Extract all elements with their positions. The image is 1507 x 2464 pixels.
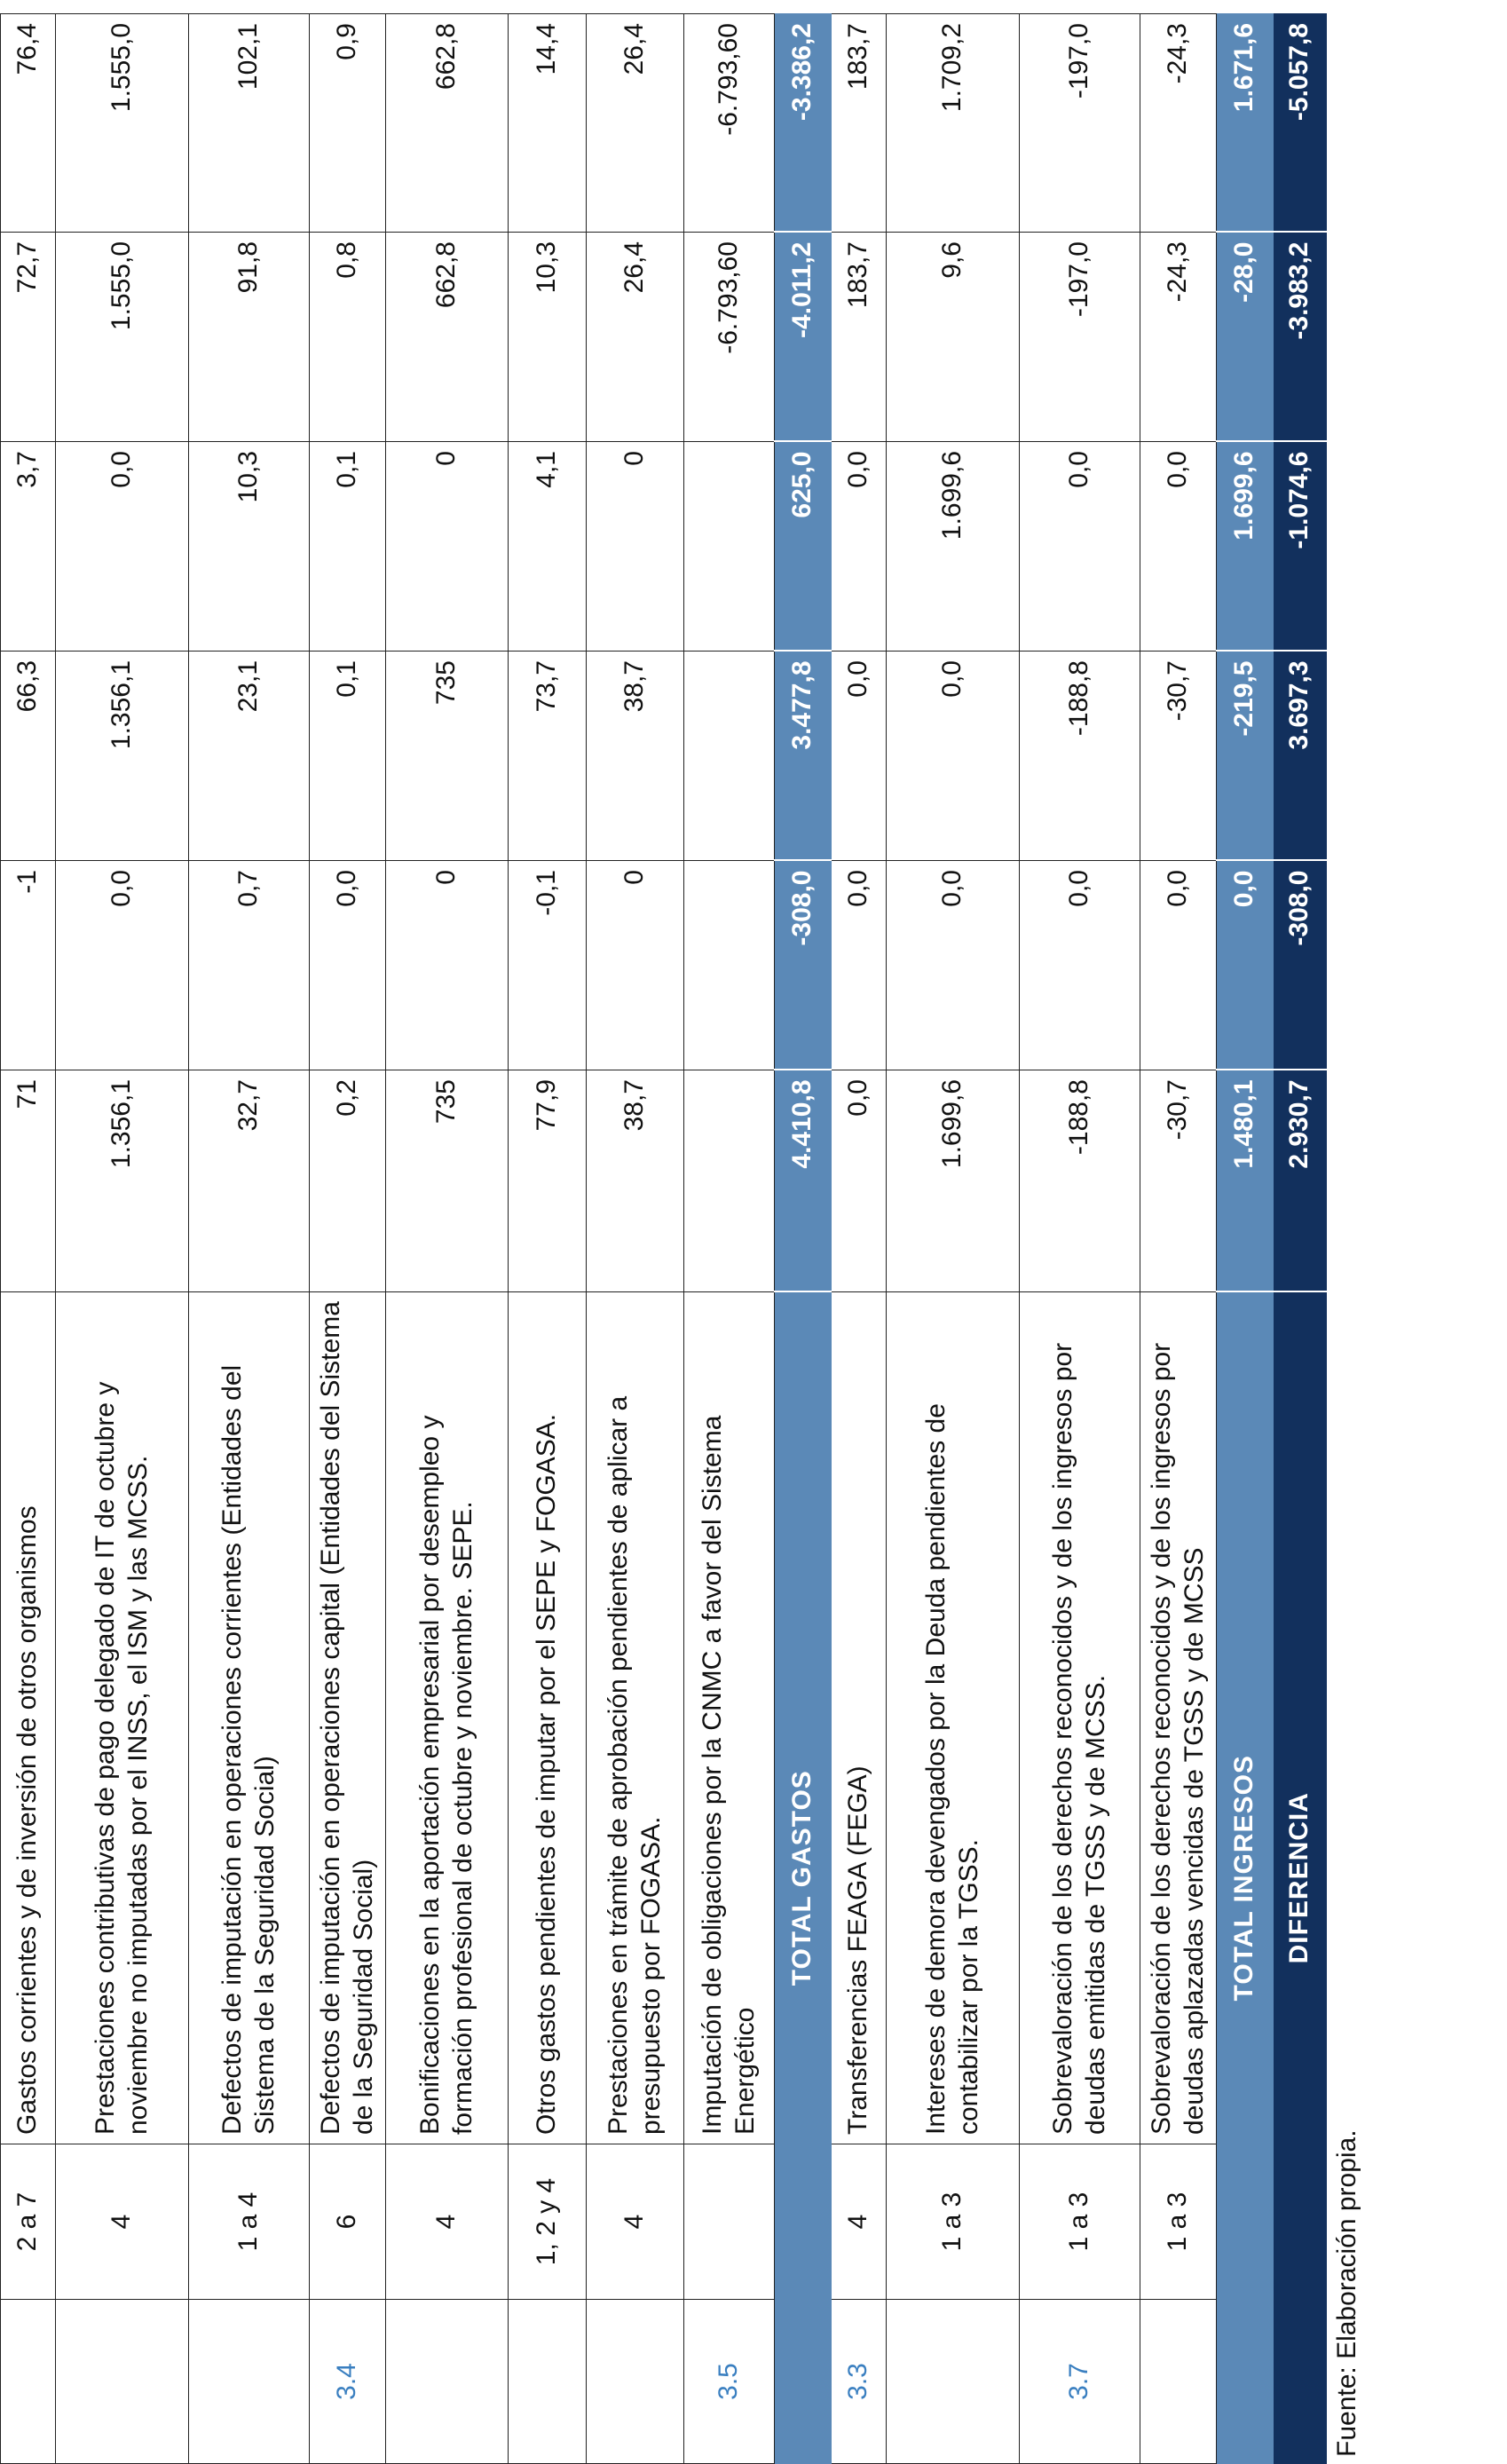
table-row bbox=[1217, 14, 1274, 2464]
value-cell: 4.410,8 bbox=[775, 1070, 832, 1292]
value-cell: 0,0 bbox=[1140, 861, 1217, 1070]
value-cell: 735 bbox=[386, 1070, 509, 1292]
value-cell: 73,7 bbox=[509, 652, 587, 861]
value-cell: -24,3 bbox=[1140, 14, 1217, 233]
value-cell: -1 bbox=[1, 861, 56, 1070]
value-cell: 1.699,6 bbox=[887, 442, 1020, 652]
value-cell: 0,0 bbox=[56, 442, 189, 652]
table-row bbox=[386, 14, 509, 2464]
value-cell: -28,0 bbox=[1217, 233, 1274, 442]
table-row bbox=[509, 14, 587, 2464]
total-label: TOTAL GASTOS bbox=[775, 1292, 832, 2464]
total-label: TOTAL INGRESOS bbox=[1217, 1292, 1274, 2464]
value-cell: 0,7 bbox=[189, 861, 310, 1070]
table-row bbox=[684, 14, 775, 2464]
value-cell: -3.983,2 bbox=[1274, 233, 1327, 442]
value-cell: 71 bbox=[1, 1070, 56, 1292]
section-number: 3.3 bbox=[832, 2300, 887, 2464]
value-cell bbox=[684, 442, 775, 652]
concept-cell: Otros gastos pendientes de imputar por el SEPE y FOGASA. bbox=[509, 1292, 587, 2144]
chapter-cell: 4 bbox=[587, 2144, 684, 2300]
value-cell: 3,7 bbox=[1, 442, 56, 652]
value-cell: -3.386,2 bbox=[775, 14, 832, 233]
table-row bbox=[1020, 14, 1140, 2464]
section-number bbox=[587, 2300, 684, 2464]
value-cell: 32,7 bbox=[189, 1070, 310, 1292]
concept-cell: Intereses de demora devengados por la Deuda pendientes de contabilizar por la TGSS. bbox=[887, 1292, 1020, 2144]
source-note: Fuente: Elaboración propia. bbox=[1332, 2129, 1361, 2457]
value-cell: 76,4 bbox=[1, 14, 56, 233]
table-row bbox=[587, 14, 684, 2464]
value-cell: 0,8 bbox=[310, 233, 386, 442]
section-number bbox=[1, 2300, 56, 2464]
concept-cell: Imputación de obligaciones por la CNMC a favor del Sistema Energético bbox=[684, 1292, 775, 2144]
table-row bbox=[1274, 14, 1327, 2464]
value-cell: 72,7 bbox=[1, 233, 56, 442]
total-label: DIFERENCIA bbox=[1274, 1292, 1327, 2464]
value-cell: 625,0 bbox=[775, 442, 832, 652]
table-row bbox=[887, 14, 1020, 2464]
value-cell: 0,9 bbox=[310, 14, 386, 233]
chapter-cell: 4 bbox=[386, 2144, 509, 2300]
chapter-cell: 1 a 4 bbox=[189, 2144, 310, 2300]
value-cell: -4.011,2 bbox=[775, 233, 832, 442]
value-cell: -24,3 bbox=[1140, 233, 1217, 442]
value-cell: 1.480,1 bbox=[1217, 1070, 1274, 1292]
chapter-cell: 4 bbox=[56, 2144, 189, 2300]
value-cell: 662,8 bbox=[386, 14, 509, 233]
section-number: 3.5 bbox=[684, 2300, 775, 2464]
value-cell: -188,8 bbox=[1020, 652, 1140, 861]
value-cell: -188,8 bbox=[1020, 1070, 1140, 1292]
value-cell: 183,7 bbox=[832, 14, 887, 233]
table-row bbox=[832, 14, 887, 2464]
value-cell: 1.555,0 bbox=[56, 233, 189, 442]
value-cell: 10,3 bbox=[509, 233, 587, 442]
value-cell: 0,0 bbox=[832, 1070, 887, 1292]
value-cell: -30,7 bbox=[1140, 652, 1217, 861]
chapter-cell: 2 a 7 bbox=[1, 2144, 56, 2300]
section-number: 3.7 bbox=[1020, 2300, 1140, 2464]
chapter-cell: 1 a 3 bbox=[887, 2144, 1020, 2300]
concept-cell: Defectos de imputación en operaciones corrientes (Entidades del Sistema de la Seguridad Social) bbox=[189, 1292, 310, 2144]
value-cell: -1.074,6 bbox=[1274, 442, 1327, 652]
value-cell: 735 bbox=[386, 652, 509, 861]
value-cell: 26,4 bbox=[587, 233, 684, 442]
value-cell: 4,1 bbox=[509, 442, 587, 652]
concept-cell: Sobrevaloración de los derechos reconocidos y de los ingresos por deudas emitidas de TGSS y de MCSS. bbox=[1020, 1292, 1140, 2144]
value-cell: 38,7 bbox=[587, 1070, 684, 1292]
value-cell: 0 bbox=[386, 861, 509, 1070]
value-cell: -219,5 bbox=[1217, 652, 1274, 861]
section-number: 3.4 bbox=[310, 2300, 386, 2464]
value-cell bbox=[684, 1070, 775, 1292]
concept-cell: Defectos de imputación en operaciones capital (Entidades del Sistema de la Seguridad Social) bbox=[310, 1292, 386, 2144]
table-row bbox=[1, 14, 56, 2464]
value-cell: 1.699,6 bbox=[1217, 442, 1274, 652]
section-number bbox=[56, 2300, 189, 2464]
value-cell: 0,0 bbox=[887, 861, 1020, 1070]
value-cell: 1.709,2 bbox=[887, 14, 1020, 233]
section-number bbox=[887, 2300, 1020, 2464]
value-cell: -6.793,60 bbox=[684, 233, 775, 442]
value-cell: 1.671,6 bbox=[1217, 14, 1274, 233]
value-cell: 0,0 bbox=[832, 442, 887, 652]
chapter-cell: 6 bbox=[310, 2144, 386, 2300]
value-cell: 0,0 bbox=[310, 861, 386, 1070]
value-cell: 91,8 bbox=[189, 233, 310, 442]
value-cell: 0,0 bbox=[832, 652, 887, 861]
value-cell: 0,0 bbox=[1020, 861, 1140, 1070]
chapter-cell: 1 a 3 bbox=[1020, 2144, 1140, 2300]
value-cell: 183,7 bbox=[832, 233, 887, 442]
value-cell: 0,0 bbox=[887, 652, 1020, 861]
table-row bbox=[56, 14, 189, 2464]
table-row bbox=[775, 14, 832, 2464]
value-cell: -5.057,8 bbox=[1274, 14, 1327, 233]
concept-cell: Transferencias FEAGA (FEGA) bbox=[832, 1292, 887, 2144]
value-cell bbox=[684, 652, 775, 861]
value-cell: 0 bbox=[587, 861, 684, 1070]
value-cell: 102,1 bbox=[189, 14, 310, 233]
value-cell: 662,8 bbox=[386, 233, 509, 442]
value-cell: -6.793,60 bbox=[684, 14, 775, 233]
section-number bbox=[1140, 2300, 1217, 2464]
value-cell bbox=[684, 861, 775, 1070]
chapter-cell: 4 bbox=[832, 2144, 887, 2300]
concept-cell: Sobrevaloración de los derechos reconocidos y de los ingresos por deudas aplazadas vencidas de TGSS y de MCSS bbox=[1140, 1292, 1217, 2144]
value-cell: 1.356,1 bbox=[56, 1070, 189, 1292]
value-cell: 3.477,8 bbox=[775, 652, 832, 861]
section-number bbox=[189, 2300, 310, 2464]
chapter-cell: 1 a 3 bbox=[1140, 2144, 1217, 2300]
value-cell: 0,0 bbox=[1140, 442, 1217, 652]
value-cell: 23,1 bbox=[189, 652, 310, 861]
value-cell: 0,1 bbox=[310, 442, 386, 652]
value-cell: -308,0 bbox=[1274, 861, 1327, 1070]
value-cell: 9,6 bbox=[887, 233, 1020, 442]
chapter-cell: 1, 2 y 4 bbox=[509, 2144, 587, 2300]
value-cell: -30,7 bbox=[1140, 1070, 1217, 1292]
table-row bbox=[189, 14, 310, 2464]
value-cell: 2.930,7 bbox=[1274, 1070, 1327, 1292]
adjustments-table bbox=[0, 13, 1327, 2464]
table-row bbox=[310, 14, 386, 2464]
value-cell: 0,0 bbox=[1020, 442, 1140, 652]
value-cell: 3.697,3 bbox=[1274, 652, 1327, 861]
value-cell: -197,0 bbox=[1020, 233, 1140, 442]
value-cell: -197,0 bbox=[1020, 14, 1140, 233]
value-cell: 66,3 bbox=[1, 652, 56, 861]
chapter-cell bbox=[684, 2144, 775, 2300]
value-cell: 26,4 bbox=[587, 14, 684, 233]
value-cell: -0,1 bbox=[509, 861, 587, 1070]
value-cell: 0,2 bbox=[310, 1070, 386, 1292]
section-number bbox=[509, 2300, 587, 2464]
section-number bbox=[386, 2300, 509, 2464]
value-cell: 1.356,1 bbox=[56, 652, 189, 861]
value-cell: 0,0 bbox=[832, 861, 887, 1070]
concept-cell: Prestaciones contributivas de pago delegado de IT de octubre y noviembre no imputadas por el INSS, el ISM y las MCSS. bbox=[56, 1292, 189, 2144]
value-cell: 0,1 bbox=[310, 652, 386, 861]
table-row bbox=[1140, 14, 1217, 2464]
value-cell: 0 bbox=[587, 442, 684, 652]
value-cell: 14,4 bbox=[509, 14, 587, 233]
value-cell: -308,0 bbox=[775, 861, 832, 1070]
concept-cell: Gastos corrientes y de inversión de otros organismos bbox=[1, 1292, 56, 2144]
value-cell: 1.699,6 bbox=[887, 1070, 1020, 1292]
value-cell: 1.555,0 bbox=[56, 14, 189, 233]
table-body bbox=[1, 14, 1327, 2464]
value-cell: 0 bbox=[386, 442, 509, 652]
value-cell: 38,7 bbox=[587, 652, 684, 861]
value-cell: 10,3 bbox=[189, 442, 310, 652]
value-cell: 0,0 bbox=[1217, 861, 1274, 1070]
value-cell: 0,0 bbox=[56, 861, 189, 1070]
value-cell: 77,9 bbox=[509, 1070, 587, 1292]
concept-cell: Prestaciones en trámite de aprobación pendientes de aplicar a presupuesto por FOGASA. bbox=[587, 1292, 684, 2144]
concept-cell: Bonificaciones en la aportación empresarial por desempleo y formación profesional de octubre y noviembre. SEPE. bbox=[386, 1292, 509, 2144]
